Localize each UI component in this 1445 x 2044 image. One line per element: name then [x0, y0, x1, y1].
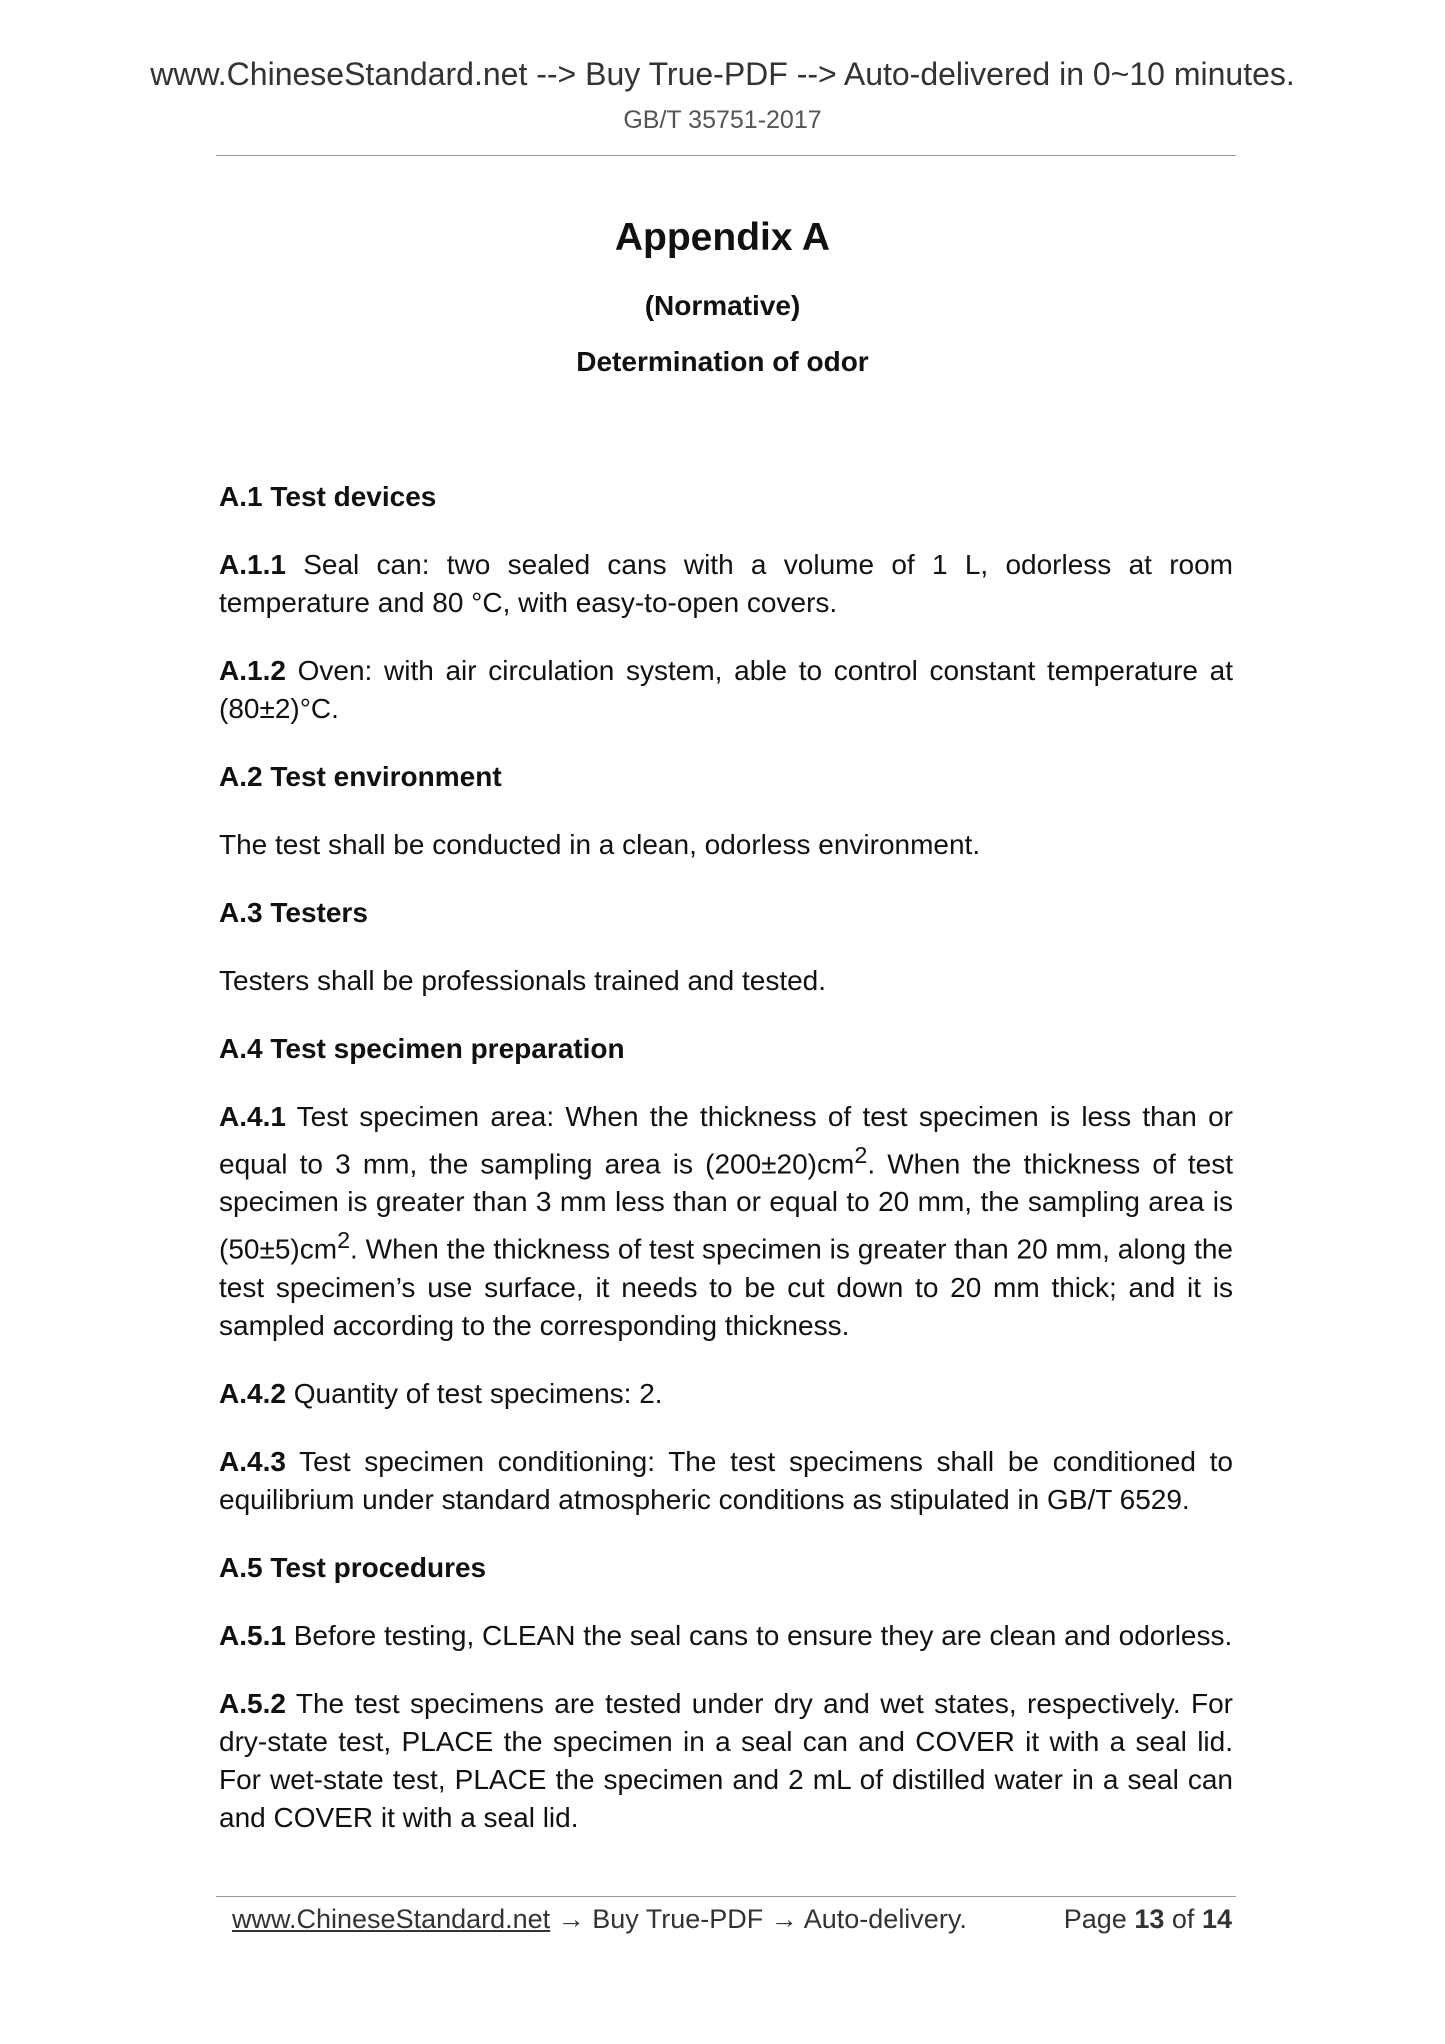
clause-a5-1 [219, 1617, 1233, 1655]
clause-a4-2 [219, 1375, 1233, 1413]
footer-website-link[interactable]: www.ChineseStandard.net [232, 1904, 551, 1934]
clause-number: A.4.1 [219, 1101, 286, 1132]
clause-a5-2 [219, 1685, 1233, 1837]
clause-number: A.4.3 [219, 1445, 286, 1477]
appendix-subtitle: Determination of odor [576, 346, 869, 377]
page-footer [232, 1900, 1232, 1938]
clause-text: Oven: with air circulation system, able to control constant temperature at (80±2)°C. [219, 655, 1233, 724]
clause-text: The test specimens are tested under dry and wet states, respectively. For dry-state test, PLACE the specimen in a seal can and COVER it with a seal lid. For wet-state test, PLACE the specimen and 2 mL of distilled water in a seal can and COVER it with a seal lid. [219, 1687, 1233, 1833]
section-heading-a1: A.1 Test devices [219, 481, 437, 512]
section-heading-a4: A.4 Test specimen preparation [219, 1033, 625, 1064]
clause-text: . When the thickness of test specimen is greater than 3 mm less than or equal to 20 mm, the sampling area is (50±5)cm [219, 1148, 1233, 1265]
header-divider [216, 155, 1236, 156]
clause-a4-1 [219, 1098, 1233, 1345]
clause-number: A.5.1 [219, 1619, 286, 1651]
footer-divider [216, 1896, 1236, 1897]
section-heading-a3: A.3 Testers [219, 897, 368, 928]
header-banner: www.ChineseStandard.net --> Buy True-PDF --> Auto-delivered in 0~10 minutes. [150, 56, 1295, 92]
section-heading-a2: A.2 Test environment [219, 761, 502, 792]
clause-text: Before testing, CLEAN the seal cans to ensure they are clean and odorless. [293, 1619, 1233, 1651]
document-code: GB/T 35751-2017 [623, 106, 822, 134]
superscript: 2 [337, 1227, 351, 1254]
page-indicator [1064, 1900, 1232, 1938]
clause-text: Seal can: two sealed cans with a volume of 1 L, odorless at room temperature and 80 °C, with easy-to-open covers. [219, 549, 1234, 618]
clause-text: Quantity of test specimens: 2. [293, 1377, 663, 1409]
clause-a1-2 [219, 652, 1233, 728]
appendix-title: Appendix A [614, 216, 831, 259]
clause-number: A.1.2 [219, 655, 286, 686]
superscript: 2 [854, 1142, 868, 1168]
paragraph-a2: The test shall be conducted in a clean, odorless environment. [219, 829, 981, 860]
clause-text: Test specimen conditioning: The test specimens shall be conditioned to equilibrium under standard atmospheric conditions as stipulated in GB/T 6529. [219, 1445, 1233, 1515]
appendix-type: (Normative) [644, 290, 801, 321]
clause-number: A.1.1 [219, 549, 286, 580]
of-label: of [1171, 1904, 1195, 1934]
document-body [219, 478, 1233, 1867]
paragraph-a3: Testers shall be professionals trained and tested. [219, 965, 827, 996]
section-heading-a5: A.5 Test procedures [219, 1551, 487, 1583]
footer-text: → Buy True-PDF → Auto-delivery. [550, 1904, 967, 1934]
clause-number: A.4.2 [219, 1377, 286, 1409]
page-total: 14 [1201, 1904, 1232, 1934]
clause-text: Test specimen area: When the thickness of test specimen is less than or equal to 3 mm, the sampling area is (200±20)cm [219, 1101, 1233, 1180]
page-number: 13 [1134, 1904, 1165, 1934]
clause-a1-1 [219, 546, 1233, 622]
clause-number: A.5.2 [219, 1687, 286, 1719]
clause-a4-3 [219, 1443, 1233, 1519]
clause-text: . When the thickness of test specimen is greater than 20 mm, along the test specimen’s use surface, it needs to be cut down to 20 mm thick; and it is sampled according to the corresponding thickness. [219, 1233, 1233, 1341]
page-label: Page [1063, 1904, 1127, 1934]
